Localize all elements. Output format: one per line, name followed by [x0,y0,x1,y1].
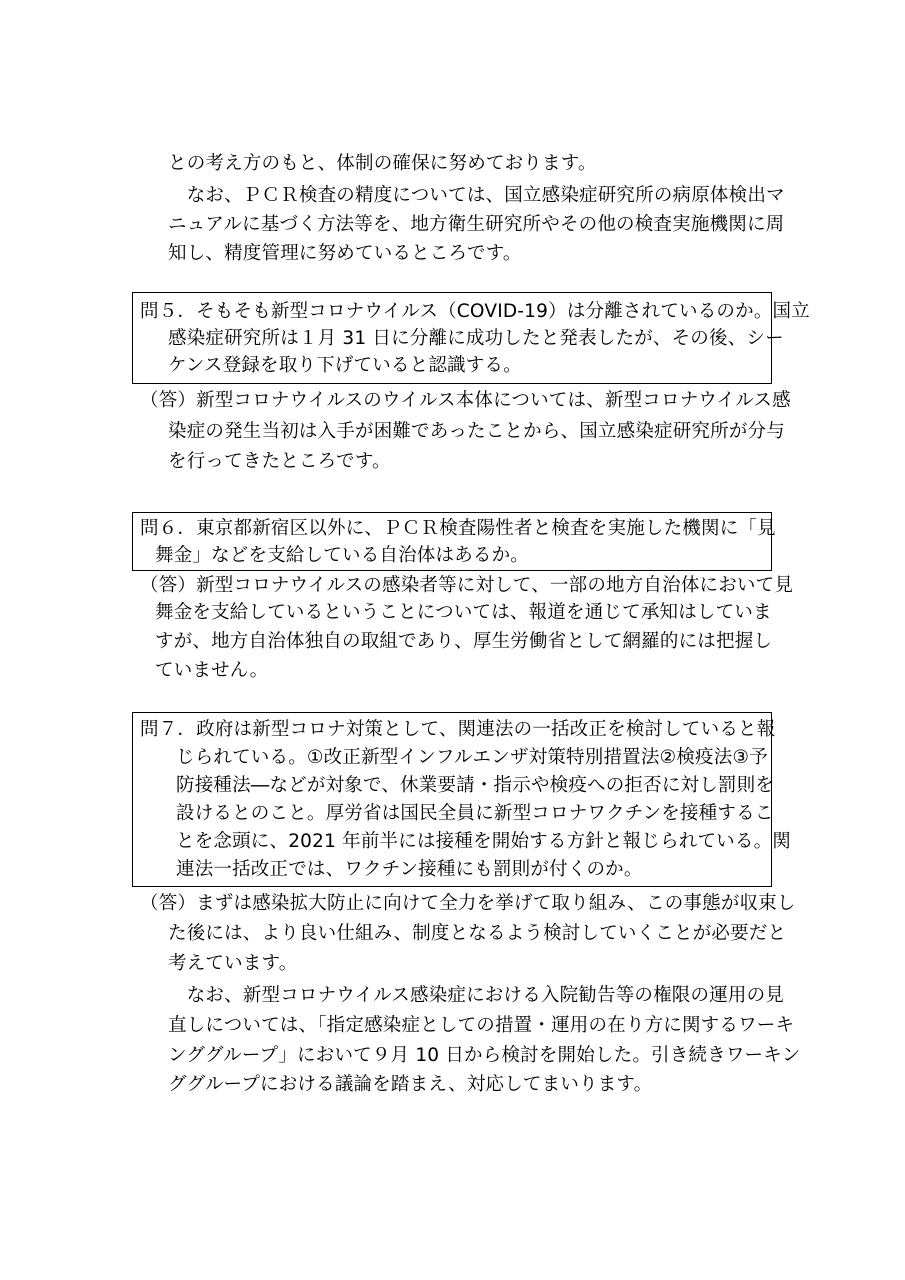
intro-line-1: との考え方のもと、体制の確保に努めております。 [168,153,597,174]
answer-7-line-5: 直しについては、「指定感染症としての措置・運用の在り方に関するワーキ [168,1015,795,1036]
intro-line-3: ニュアルに基づく方法等を、地方衛生研究所やその他の検査実施機関に周 [168,214,785,235]
answer-6-line-2: 舞金を支給しているということについては、報道を通じて承知はしていま [155,602,772,623]
answer-7-line-7: ググループにおける議論を踏まえ、対応してまいります。 [168,1074,653,1095]
intro-line-4: 知し、精度管理に努めているところです。 [168,243,522,264]
answer-7-line-1: （答）まずは感染拡大防止に向けて全力を挙げて取り組み、この事態が収束し [140,893,796,914]
answer-7-line-6: ンググループ」において９月 10 日から検討を開始した。引き続きワーキン [168,1045,801,1066]
question-7-line-6: 連法一括改正では、ワクチン接種にも罰則が付くのか。 [176,859,643,880]
question-7-line-4: 設けるとのこと。厚労省は国民全員に新型コロナワクチンを接種するこ [176,803,774,824]
answer-6-line-4: ていません。 [155,660,269,681]
intro-line-2: なお、ＰＣＲ検査の精度については、国立感染症研究所の病原体検出マ [168,185,785,206]
answer-7-line-3: 考えています。 [168,953,298,974]
answer-5-line-2: 染症の発生当初は入手が困難であったことから、国立感染症研究所が分与 [168,421,785,442]
question-5-line-3: ケンス登録を取り下げていると認識する。 [168,355,522,376]
answer-7-line-2: た後には、より良い仕組み、制度となるよう検討していくことが必要だと [168,923,787,944]
answer-7-line-4: なお、新型コロナウイルス感染症における入院勧告等の権限の運用の見 [168,985,784,1006]
question-6-line-1: 問６．東京都新宿区以外に、ＰＣＲ検査陽性者と検査を実施した機関に「見 [140,518,776,539]
question-6-line-2: 舞金」などを支給している自治体はあるか。 [155,545,530,566]
answer-6-line-3: すが、地方自治体独自の取組であり、厚生労働省として網羅的には把握し [155,631,773,652]
answer-5-line-1: （答）新型コロナウイルスのウイルス本体については、新型コロナウイルス感 [140,390,791,411]
question-5-line-1: 問５．そもそも新型コロナウイルス（COVID-19）は分離されているのか。国立 [140,301,810,322]
answer-6-line-1: （答）新型コロナウイルスの感染者等に対して、一部の地方自治体において見 [140,575,794,596]
question-7-line-2: じられている。①改正新型インフルエンザ対策特別措置法②検疫法③予 [176,747,768,768]
question-7-line-5: とを念頭に、2021 年前半には接種を開始する方針と報じられている。関 [176,831,791,852]
question-7-line-3: 防接種法―などが対象で、休業要請・指示や検疫への拒否に対し罰則を [176,775,775,796]
question-5-line-2: 感染症研究所は１月 31 日に分離に成功したと発表したが、その後、シー [168,328,784,349]
answer-5-line-3: を行ってきたところです。 [168,451,391,472]
question-7-line-1: 問７．政府は新型コロナ対策として、関連法の一括改正を検討していると報 [140,719,776,740]
